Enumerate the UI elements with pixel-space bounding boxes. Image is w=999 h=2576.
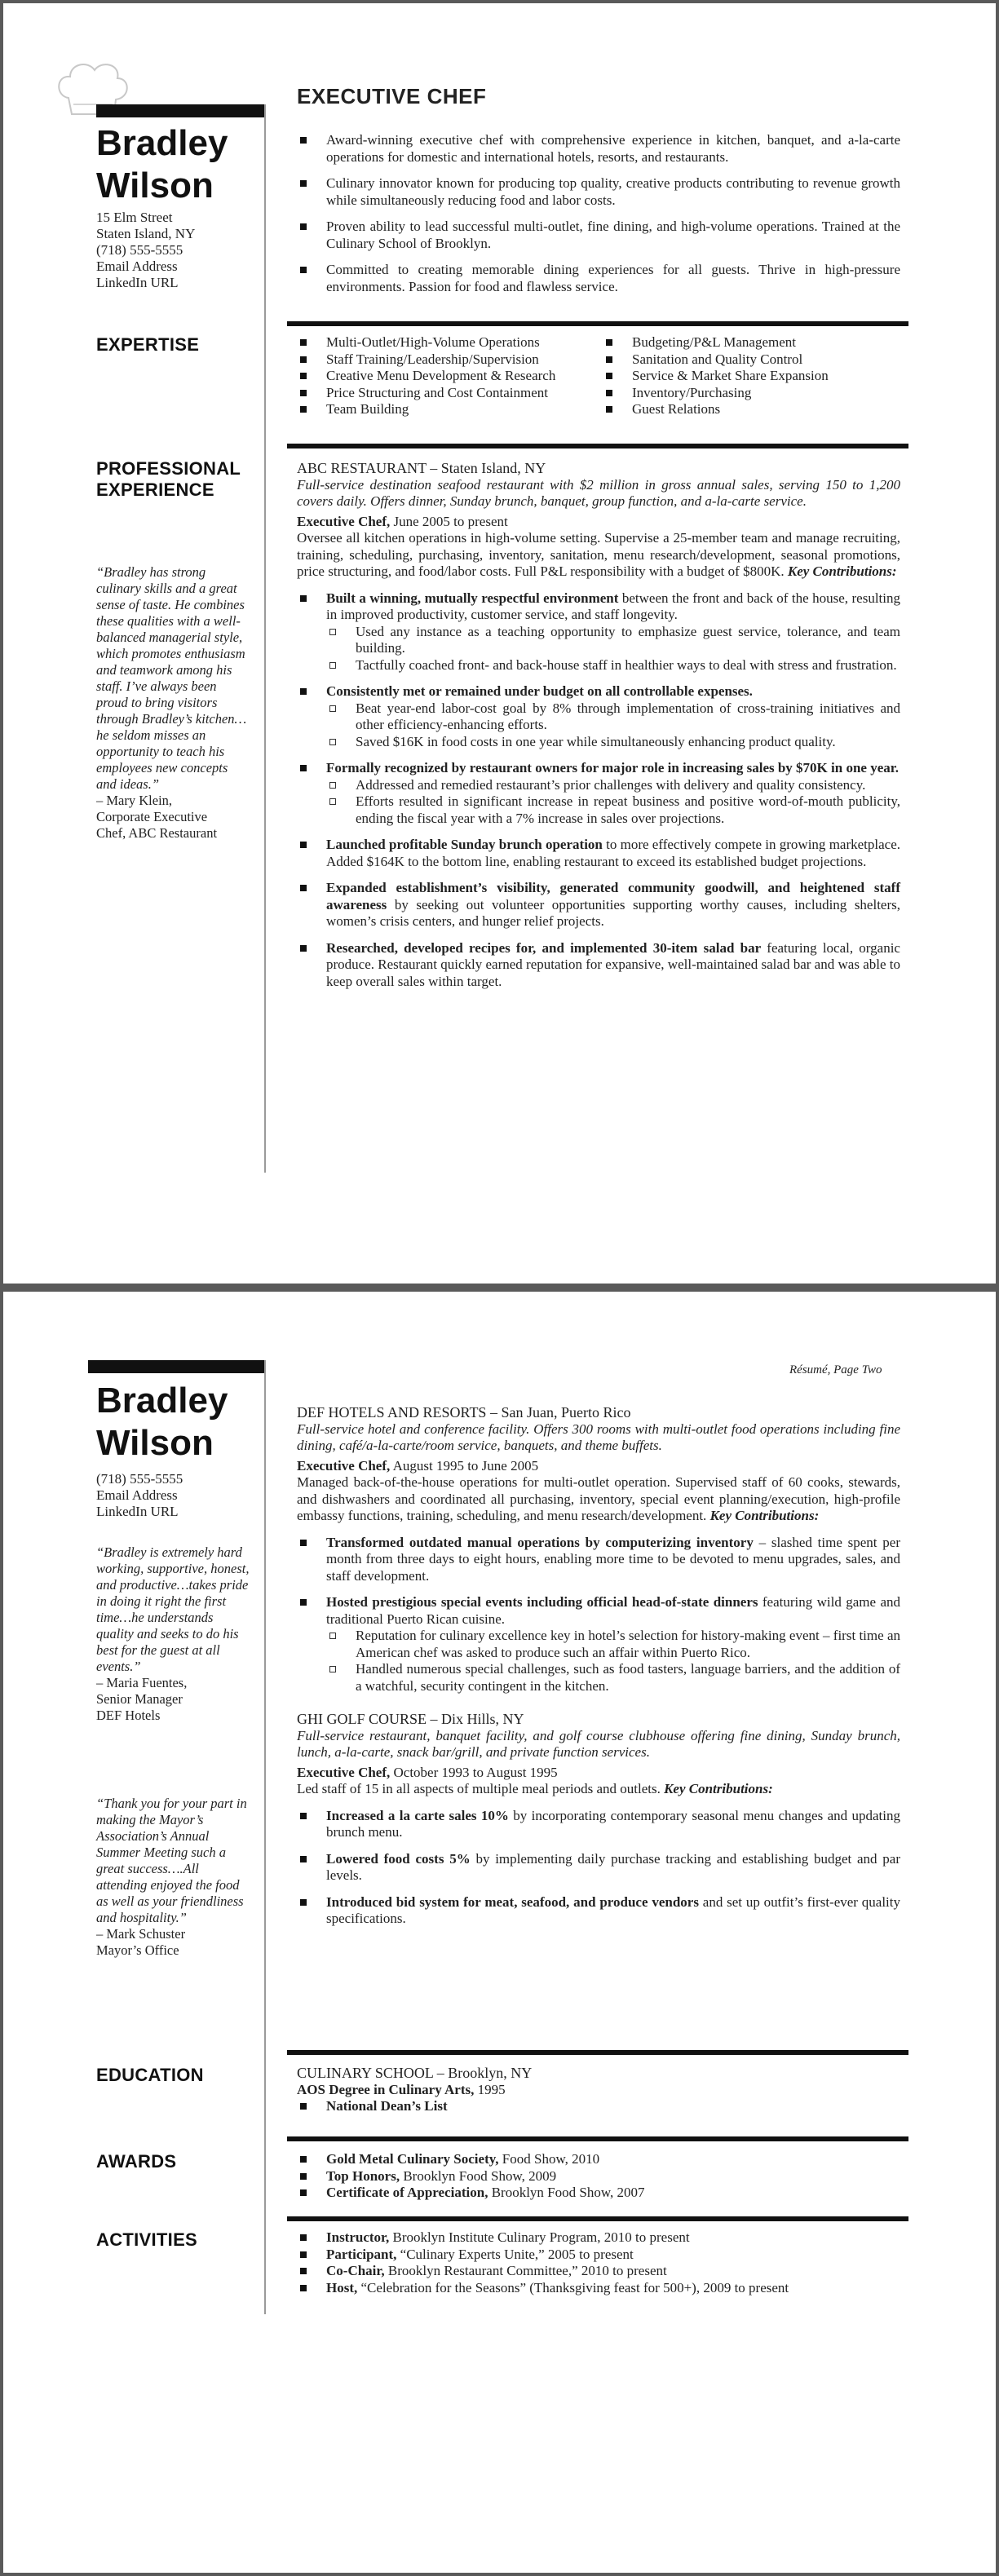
expertise-item: Budgeting/P&L Management — [603, 334, 900, 351]
contribution-item — [297, 837, 900, 870]
role-dates: June 2005 to present — [393, 513, 508, 529]
expertise-item: Staff Training/Leadership/Supervision — [297, 351, 595, 369]
sub-item: Beat year-end labor-cost goal by 8% through implementation of cross-training initiatives and other efficiency-enhancing efforts. — [326, 700, 900, 734]
quote-attr-line: Chef, ABC Restaurant — [96, 825, 218, 841]
section-rule — [287, 2136, 908, 2141]
activity-role: Instructor, — [326, 2229, 390, 2245]
contribution-bold: Lowered food costs 5% — [326, 1850, 471, 1867]
quote-attr-line: Corporate Executive — [96, 809, 208, 824]
responsibilities-text: Managed back-of-the-house operations for multi-outlet operation. Supervised staff of 60 cooks, stewards, and dishwashers and coordinated all purchasing, inventory, special event planning/execution, high-profile embassy functions, training, scheduling, and menu research/development. — [297, 1474, 900, 1523]
summary-item: Proven ability to lead successful multi-outlet, fine dining, and high-volume operations. Trained at the Culinary School of Brooklyn. — [297, 219, 900, 252]
contribution-item — [297, 683, 900, 750]
responsibilities-text: Oversee all kitchen operations in high-volume setting. Supervise a 25-member team and manage recruiting, training, scheduling, purchasing, inventory, sanitation, menu research/development, seasonal promotions, price structuring, and food/labor costs. Full P&L responsibility with a budget of $800K. — [297, 530, 900, 579]
award-item — [297, 2168, 900, 2185]
job-title: EXECUTIVE CHEF — [297, 84, 487, 108]
name-top-bar — [88, 1360, 264, 1373]
job-role — [297, 1458, 900, 1475]
summary-item: Committed to creating memorable dining experiences for all guests. Thrive in high-pressure environments. Passion for food and flawless service. — [297, 262, 900, 295]
activity-detail: “Celebration for the Seasons” (Thanksgiving feast for 500+), 2009 to present — [357, 2279, 789, 2295]
quote-attr-line: Mayor’s Office — [96, 1942, 179, 1958]
award-item — [297, 2151, 900, 2168]
experience-heading-line: EXPERIENCE — [96, 479, 214, 500]
testimonial-quote — [96, 1544, 251, 1724]
quote-attr-line: Senior Manager — [96, 1691, 183, 1707]
job-role — [297, 514, 900, 531]
phone: (718) 555-5555 — [96, 242, 183, 258]
section-rule — [287, 2216, 908, 2221]
job-company — [297, 1404, 900, 1421]
linkedin: LinkedIn URL — [96, 275, 179, 290]
section-rule — [287, 2050, 908, 2055]
award-name: Certificate of Appreciation, — [326, 2185, 488, 2200]
last-name: Wilson — [96, 1423, 214, 1463]
expertise-item: Creative Menu Development & Research — [297, 368, 595, 385]
contribution-item — [297, 1594, 900, 1695]
contribution-bold: Researched, developed recipes for, and implemented 30-item salad bar — [326, 939, 762, 956]
candidate-name — [96, 122, 228, 207]
award-detail: Brooklyn Food Show, 2009 — [400, 2167, 557, 2184]
email: Email Address — [96, 1487, 178, 1503]
activities-section — [297, 2229, 900, 2296]
activity-detail: Brooklyn Restaurant Committee,” 2010 to present — [384, 2263, 667, 2278]
role-dates: August 1995 to June 2005 — [392, 1457, 539, 1474]
company-description: Full-service restaurant, banquet facility, and golf course clubhouse offering fine dining, Sunday brunch, lunch, a-la-carte, snack bar/grill, and private function services. — [297, 1727, 900, 1760]
testimonial-quote — [96, 564, 251, 842]
honor-text: National Dean’s List — [326, 2098, 448, 2114]
company-description: Full-service destination seafood restaurant with $2 million in gross annual sales, serving 150 to 1,200 covers daily. Offers dinner, Sunday brunch, banquet, group function, and a-la-carte service. — [297, 476, 900, 509]
company-name: ABC RESTAURANT — [297, 460, 427, 476]
contribution-item — [297, 1894, 900, 1928]
contact-block — [96, 210, 195, 291]
contribution-text: featuring local, organic produce. Restaurant quickly earned reputation for expansive, well-maintained salad bar and was able to keep overall sales within target. — [326, 939, 900, 989]
contributions-list — [297, 1808, 900, 1928]
sub-item: Reputation for culinary excellence key in hotel’s selection for history-making event – first time an American chef was asked to produce such an affair within Puerto Rico. — [326, 1628, 900, 1661]
contribution-item — [297, 940, 900, 991]
awards-heading: AWARDS — [96, 2151, 177, 2172]
contribution-text: featuring wild game and traditional Puerto Rican cuisine. — [326, 1594, 900, 1627]
testimonial-quote — [96, 1796, 251, 1959]
sub-item: Tactfully coached front- and back-house staff in healthier ways to deal with stress and frustration. — [326, 657, 900, 674]
company-location: – Dix Hills, NY — [430, 1711, 524, 1727]
contribution-item — [297, 590, 900, 674]
contributions-label: Key Contributions: — [709, 1508, 820, 1523]
summary-item: Culinary innovator known for producing top quality, creative products contributing to revenue growth while simultaneously reducing food and labor costs. — [297, 175, 900, 209]
quote-attribution — [96, 793, 251, 842]
activity-item — [297, 2263, 900, 2280]
company-name: DEF HOTELS AND RESORTS — [297, 1404, 487, 1421]
contribution-bold: Built a winning, mutually respectful environment — [326, 590, 619, 606]
responsibilities-text: Led staff of 15 in all aspects of multiple meal periods and outlets. — [297, 1781, 661, 1796]
contributions-list — [297, 590, 900, 991]
responsibilities — [297, 1781, 900, 1798]
job-def — [297, 1404, 900, 1928]
name-top-bar — [96, 104, 264, 117]
activity-role: Host, — [326, 2279, 358, 2295]
expertise-item: Guest Relations — [603, 401, 900, 418]
contributions-label: Key Contributions: — [664, 1781, 773, 1796]
activity-role: Co-Chair, — [326, 2263, 385, 2278]
contact-block — [96, 1471, 183, 1520]
awards-section — [297, 2151, 900, 2202]
contribution-text: and set up outfit’s first-ever quality specifications. — [326, 1893, 900, 1926]
activity-detail: “Culinary Experts Unite,” 2005 to present — [396, 2246, 634, 2262]
role-dates: October 1993 to August 1995 — [393, 1764, 558, 1780]
contribution-text: by implementing daily purchase tracking and establishing budget and par levels. — [326, 1850, 900, 1883]
quote-attribution — [96, 1926, 251, 1959]
job-company — [297, 460, 900, 477]
contribution-bold: Expanded establishment’s visibility, generated community goodwill, and heightened staff awareness — [326, 880, 900, 912]
summary-section — [297, 132, 900, 295]
sub-item: Handled numerous special challenges, such as food tasters, language barriers, and the addition of a watchful, security contingent in the kitchen. — [326, 1661, 900, 1695]
quote-text: “Bradley has strong culinary skills and a great sense of taste. He combines these qualities with a well-balanced managerial style, which promotes enthusiasm and teamwork among his staff. I’ve always been proud to bring visitors through Bradley’s kitchen…he seldom misses an opportunity to teach his employees new concepts and ideas.” — [96, 564, 247, 792]
contribution-item — [297, 1808, 900, 1841]
experience-heading — [96, 458, 241, 501]
responsibilities — [297, 530, 900, 581]
activity-item — [297, 2247, 900, 2264]
contributions-label: Key Contributions: — [787, 563, 897, 579]
quote-text: “Bradley is extremely hard working, supportive, honest, and productive…takes pride in doing it right the first time…he understands quality and seeks to do his best for the guest at all events.” — [96, 1544, 250, 1674]
first-name: Bradley — [96, 123, 228, 163]
quote-attribution — [96, 1675, 251, 1724]
sub-item: Used any instance as a teaching opportunity to emphasize guest service, tolerance, and team building. — [326, 624, 900, 657]
contribution-bold: Introduced bid system for meat, seafood, and produce vendors — [326, 1893, 699, 1910]
contributions-list — [297, 1535, 900, 1695]
honor-item — [297, 2098, 900, 2115]
contribution-bold: Launched profitable Sunday brunch operation — [326, 837, 603, 852]
quote-text: “Thank you for your part in making the Mayor’s Association’s Annual Summer Meeting such a great success….All attending enjoyed the food as well as your friendliness and hospitality.” — [96, 1796, 247, 1925]
city-line: Staten Island, NY — [96, 226, 196, 241]
school-location: – Brooklyn, NY — [436, 2065, 533, 2081]
summary-item: Award-winning executive chef with comprehensive experience in kitchen, banquet, and a-la-carte operations for domestic and international hotels, resorts, and restaurants. — [297, 132, 900, 166]
contribution-bold: Transformed outdated manual operations by computerizing inventory — [326, 1534, 754, 1550]
role-title: Executive Chef, — [297, 1764, 391, 1780]
degree-name: AOS Degree in Culinary Arts, — [297, 2081, 475, 2097]
expertise-list — [297, 334, 900, 418]
contribution-item — [297, 880, 900, 930]
linkedin: LinkedIn URL — [96, 1504, 179, 1519]
activity-item — [297, 2280, 900, 2297]
degree — [297, 2082, 900, 2099]
contribution-text: between the front and back of the house, resulting in improved productivity, customer service, and staff longevity. — [326, 590, 900, 622]
quote-attr-line: DEF Hotels — [96, 1708, 161, 1723]
section-rule — [287, 321, 908, 326]
contribution-text: – slashed time spent per month from three days to eight hours, enabling more time to be devoted to menu upgrades, sales, and staff development. — [326, 1534, 900, 1584]
award-name: Gold Metal Culinary Society, — [326, 2151, 499, 2167]
award-detail: Food Show, 2010 — [498, 2151, 600, 2167]
expertise-item: Price Structuring and Cost Containment — [297, 385, 595, 402]
company-location: – Staten Island, NY — [430, 460, 546, 476]
company-description: Full-service hotel and conference facility. Offers 300 rooms with multi-outlet food operations including fine dining, café/a-la-carte/room service, banquets, and theme buffets. — [297, 1421, 900, 1453]
activity-detail: Brooklyn Institute Culinary Program, 2010 to present — [389, 2229, 690, 2245]
contribution-text: by seeking out volunteer opportunities supporting worthy causes, including shelters, women’s crisis centers, and hunger relief projects. — [326, 896, 900, 929]
section-rule — [287, 444, 908, 448]
quote-attr-line: – Mark Schuster — [96, 1926, 186, 1942]
job-role — [297, 1765, 900, 1782]
responsibilities — [297, 1474, 900, 1525]
sub-item: Efforts resulted in significant increase in repeat business and positive word-of-mouth publicity, ending the fiscal year with a 7% increase in sales over projections. — [326, 793, 900, 827]
experience-heading-line: PROFESSIONAL — [96, 458, 241, 479]
vertical-divider — [264, 104, 266, 1173]
page-separator — [0, 1284, 999, 1292]
activity-role: Participant, — [326, 2246, 397, 2262]
company-name: GHI GOLF COURSE — [297, 1711, 427, 1727]
sub-item: Addressed and remedied restaurant’s prior challenges with delivery and quality consistency. — [326, 777, 900, 794]
contribution-text: by incorporating contemporary seasonal menu changes and updating brunch menu. — [326, 1807, 900, 1840]
activities-heading: ACTIVITIES — [96, 2229, 198, 2250]
vertical-divider — [264, 1360, 266, 2314]
company-location: – San Juan, Puerto Rico — [489, 1404, 631, 1421]
school-name: CULINARY SCHOOL — [297, 2065, 434, 2081]
quote-attr-line: – Maria Fuentes, — [96, 1675, 188, 1690]
education-heading: EDUCATION — [96, 2065, 204, 2085]
expertise-item: Team Building — [297, 401, 595, 418]
phone: (718) 555-5555 — [96, 1471, 183, 1487]
first-name: Bradley — [96, 1381, 228, 1421]
award-item — [297, 2185, 900, 2202]
contribution-item — [297, 1851, 900, 1885]
contribution-item — [297, 760, 900, 827]
award-detail: Brooklyn Food Show, 2007 — [488, 2185, 645, 2200]
contribution-text: to more effectively compete in growing marketplace. Added $164K to the bottom line, enabling restaurant to exceed its established budget projections. — [326, 837, 900, 869]
role-title: Executive Chef, — [297, 513, 391, 529]
job-company — [297, 1711, 900, 1728]
award-name: Top Honors, — [326, 2167, 400, 2184]
quote-attr-line: – Mary Klein, — [96, 793, 173, 808]
expertise-item: Multi-Outlet/High-Volume Operations — [297, 334, 595, 351]
degree-year: 1995 — [477, 2081, 506, 2097]
activity-item — [297, 2229, 900, 2247]
expertise-item: Inventory/Purchasing — [603, 385, 900, 402]
school — [297, 2065, 900, 2082]
education-section — [297, 2065, 900, 2115]
role-title: Executive Chef, — [297, 1457, 391, 1474]
contribution-bold: Increased a la carte sales 10% — [326, 1807, 509, 1823]
expertise-item: Sanitation and Quality Control — [603, 351, 900, 369]
page-header-note: Résumé, Page Two — [789, 1363, 882, 1376]
contribution-item — [297, 1535, 900, 1585]
expertise-heading: EXPERTISE — [96, 334, 200, 355]
email: Email Address — [96, 258, 178, 274]
address-line: 15 Elm Street — [96, 210, 173, 225]
candidate-name — [96, 1380, 228, 1465]
last-name: Wilson — [96, 166, 214, 205]
job-abc — [297, 460, 900, 990]
sub-item: Saved $16K in food costs in one year while simultaneously enhancing product quality. — [326, 734, 900, 751]
contribution-bold: Formally recognized by restaurant owners for major role in increasing sales by $70K in one year. — [326, 760, 899, 775]
expertise-item: Service & Market Share Expansion — [603, 368, 900, 385]
contribution-bold: Hosted prestigious special events including official head-of-state dinners — [326, 1594, 758, 1610]
contribution-bold: Consistently met or remained under budget on all controllable expenses. — [326, 683, 753, 699]
